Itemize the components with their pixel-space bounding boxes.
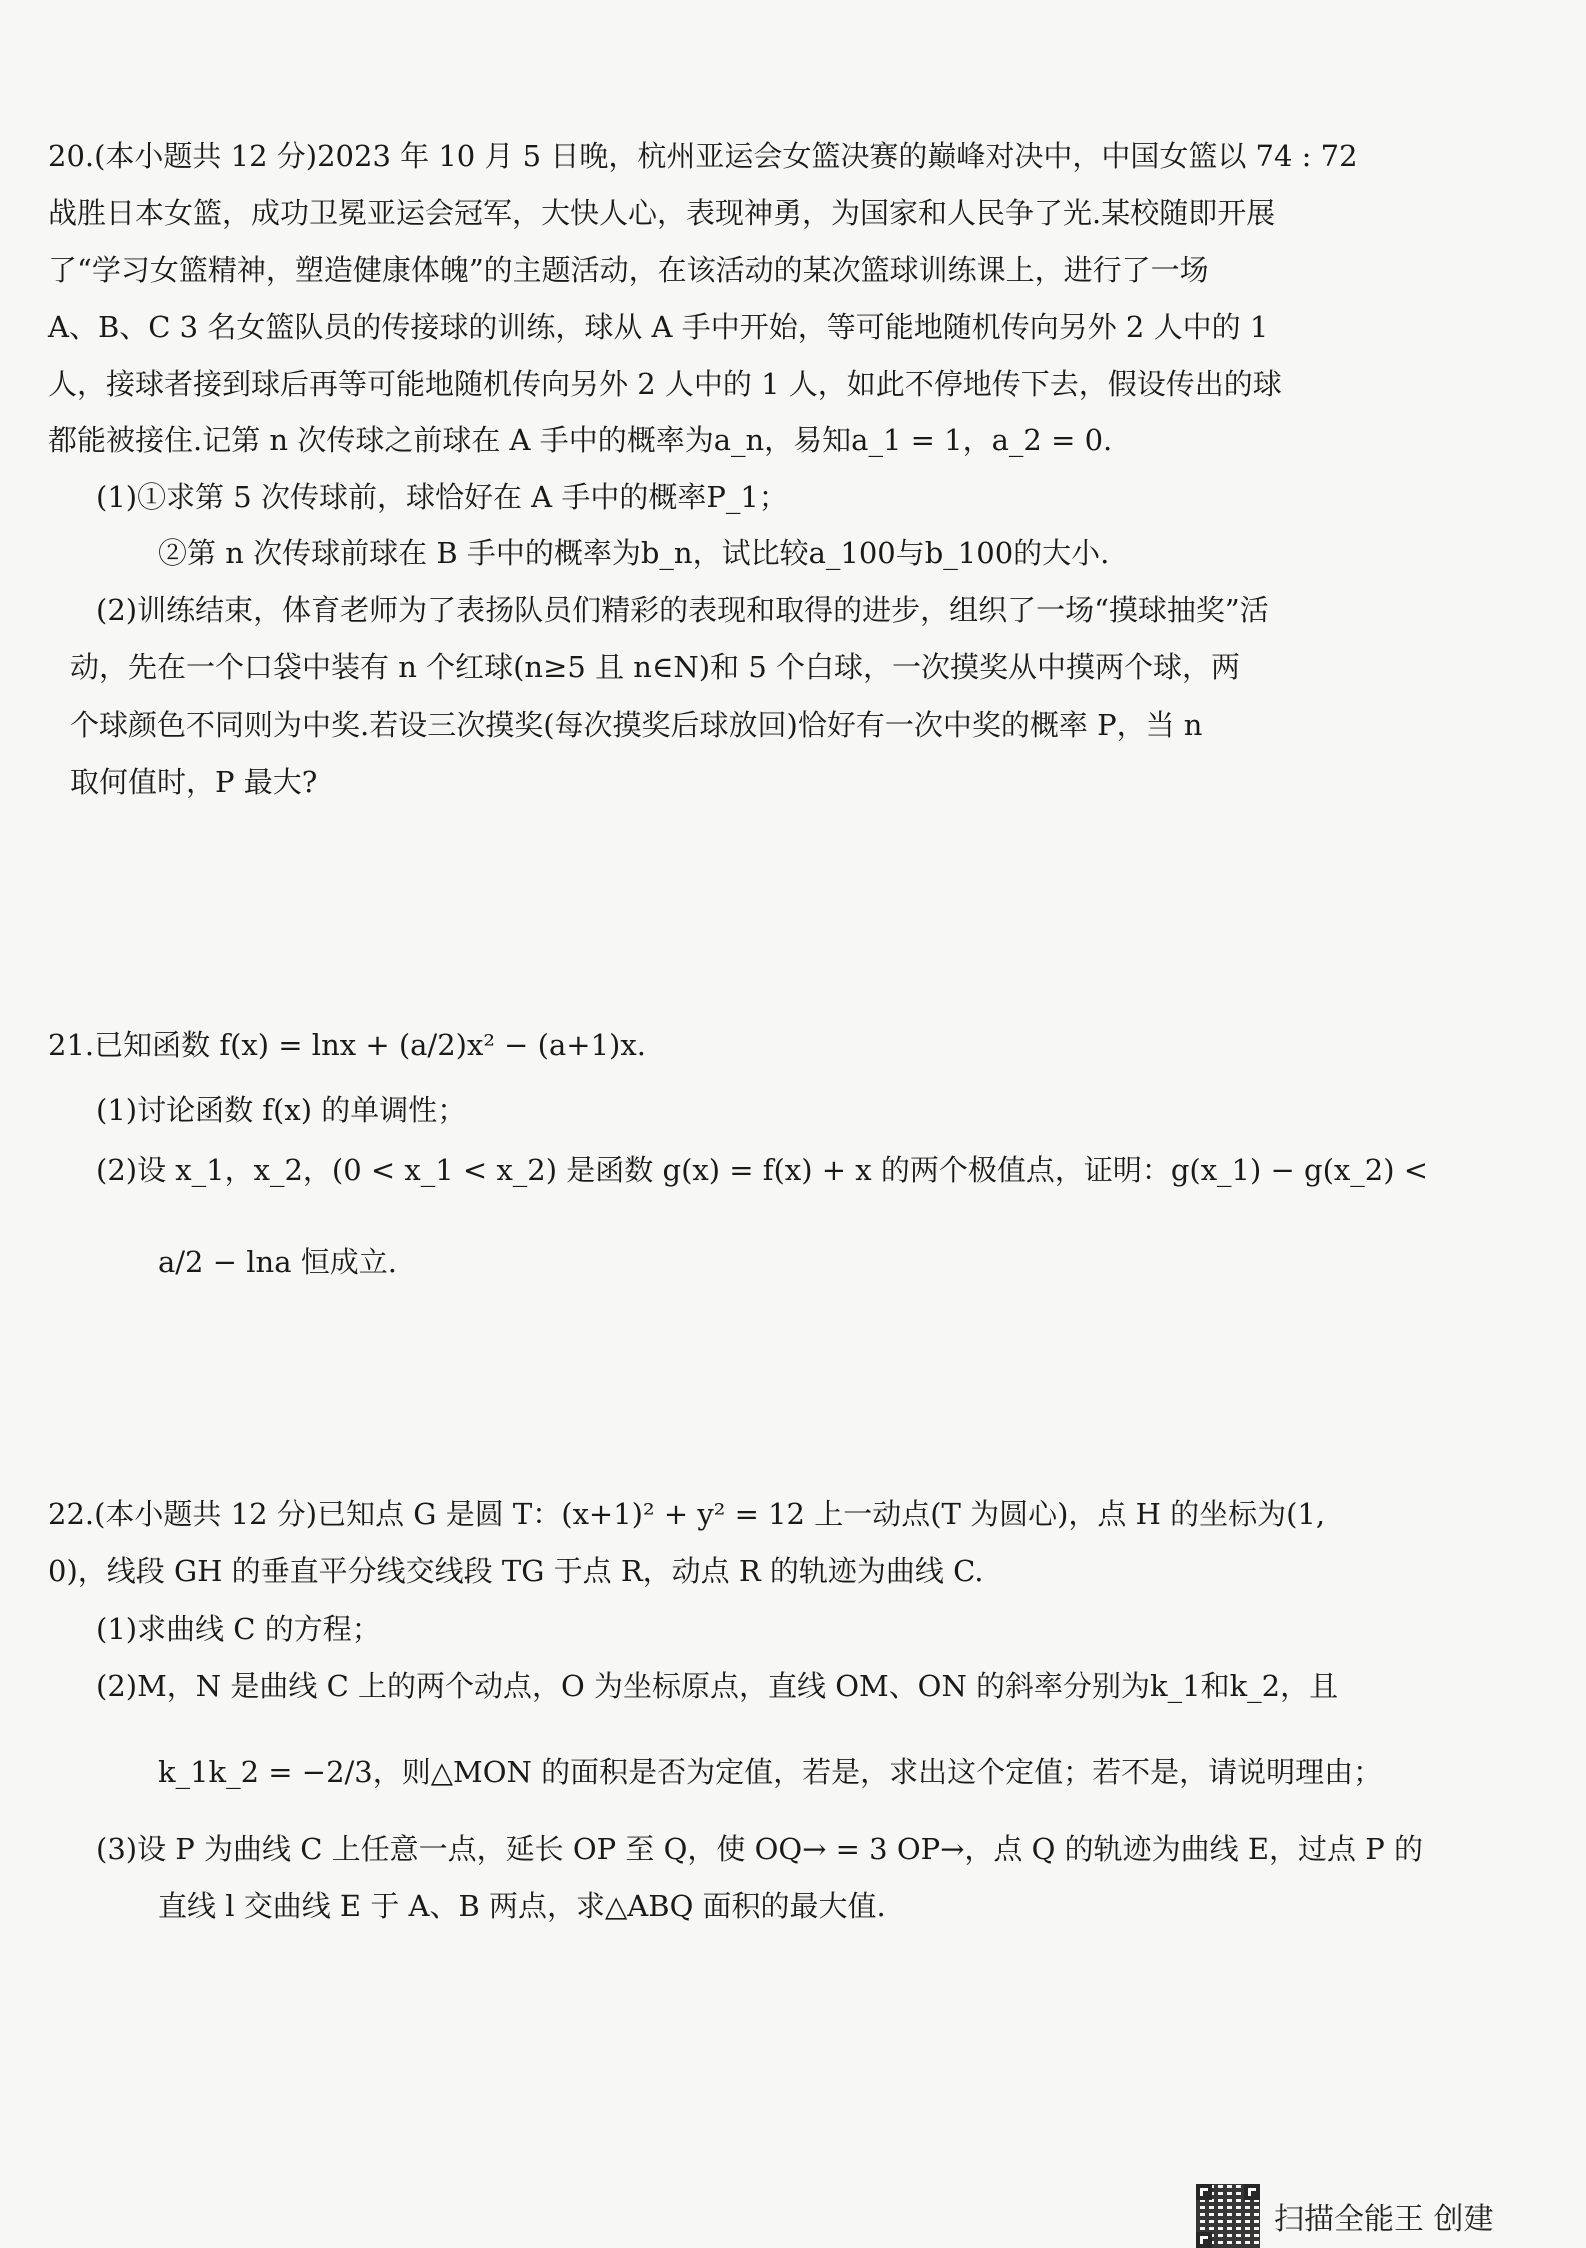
q20-line-5: 人，接球者接到球后再等可能地随机传向另外 2 人中的 1 人，如此不停地传下去，假设传出的球 xyxy=(48,367,1282,401)
q22-part-3b: 直线 l 交曲线 E 于 A、B 两点，求△ABQ 面积的最大值. xyxy=(158,1889,886,1923)
q20-line-2: 战胜日本女篮，成功卫冕亚运会冠军，大快人心，表现神勇，为国家和人民争了光.某校随即开展 xyxy=(48,196,1276,230)
q20-part-2a: (2)训练结束，体育老师为了表扬队员们精彩的表现和取得的进步，组织了一场“摸球抽奖”活 xyxy=(96,593,1269,627)
q22-part-3a: (3)设 P 为曲线 C 上任意一点，延长 OP 至 Q，使 OQ→ = 3 OP→，点 Q 的轨迹为曲线 E，过点 P 的 xyxy=(96,1832,1423,1866)
q21-stem: 21.已知函数 f(x) = lnx + (a/2)x² − (a+1)x. xyxy=(48,1028,646,1062)
q20-line-4: A、B、C 3 名女篮队员的传接球的训练，球从 A 手中开始，等可能地随机传向另外 2 人中的 1 xyxy=(48,310,1269,344)
scanner-watermark xyxy=(1196,2188,1494,2244)
q21-part-2a: (2)设 x_1，x_2，(0 < x_1 < x_2) 是函数 g(x) = f(x) + x 的两个极值点，证明：g(x_1) − g(x_2) < xyxy=(96,1153,1429,1187)
q22-part-2b: k_1k_2 = −2/3，则△MON 的面积是否为定值，若是，求出这个定值；若不是，请说明理由； xyxy=(158,1755,1383,1789)
q20-line-6: 都能被接住.记第 n 次传球之前球在 A 手中的概率为a_n，易知a_1 = 1，a_2 = 0. xyxy=(48,423,1113,457)
watermark-text: 扫描全能王 创建 xyxy=(1274,2202,1494,2237)
q22-part-1: (1)求曲线 C 的方程； xyxy=(96,1612,381,1646)
q20-part-1a: (1)①求第 5 次传球前，球恰好在 A 手中的概率P_1； xyxy=(96,480,788,514)
q20-line-3: 了“学习女篮精神，塑造健康体魄”的主题活动，在该活动的某次篮球训练课上，进行了一场 xyxy=(48,253,1209,287)
q22-part-2a: (2)M，N 是曲线 C 上的两个动点，O 为坐标原点，直线 OM、ON 的斜率分别为k_1和k_2，且 xyxy=(96,1669,1339,1703)
q21-part-1: (1)讨论函数 f(x) 的单调性； xyxy=(96,1093,467,1127)
q22-line-1: 22.(本小题共 12 分)已知点 G 是圆 T：(x+1)² + y² = 12 上一动点(T 为圆心)，点 H 的坐标为(1, xyxy=(48,1497,1326,1531)
q22-line-2: 0)，线段 GH 的垂直平分线交线段 TG 于点 R，动点 R 的轨迹为曲线 C. xyxy=(48,1554,984,1588)
q20-part-1b: ②第 n 次传球前球在 B 手中的概率为b_n，试比较a_100与b_100的大小. xyxy=(158,536,1110,570)
qr-code-icon xyxy=(1196,2184,1260,2248)
q20-line-1: 20.(本小题共 12 分)2023 年 10 月 5 日晚，杭州亚运会女篮决赛的巅峰对决中，中国女篮以 74 : 72 xyxy=(48,139,1358,173)
q20-part-2b: 动，先在一个口袋中装有 n 个红球(n≥5 且 n∈N)和 5 个白球，一次摸奖从中摸两个球，两 xyxy=(70,650,1241,684)
q20-part-2c: 个球颜色不同则为中奖.若设三次摸奖(每次摸奖后球放回)恰好有一次中奖的概率 P，当 n xyxy=(70,708,1203,742)
q20-part-2d: 取何值时，P 最大? xyxy=(70,765,318,799)
q21-part-2b: a/2 − lna 恒成立. xyxy=(158,1245,397,1279)
